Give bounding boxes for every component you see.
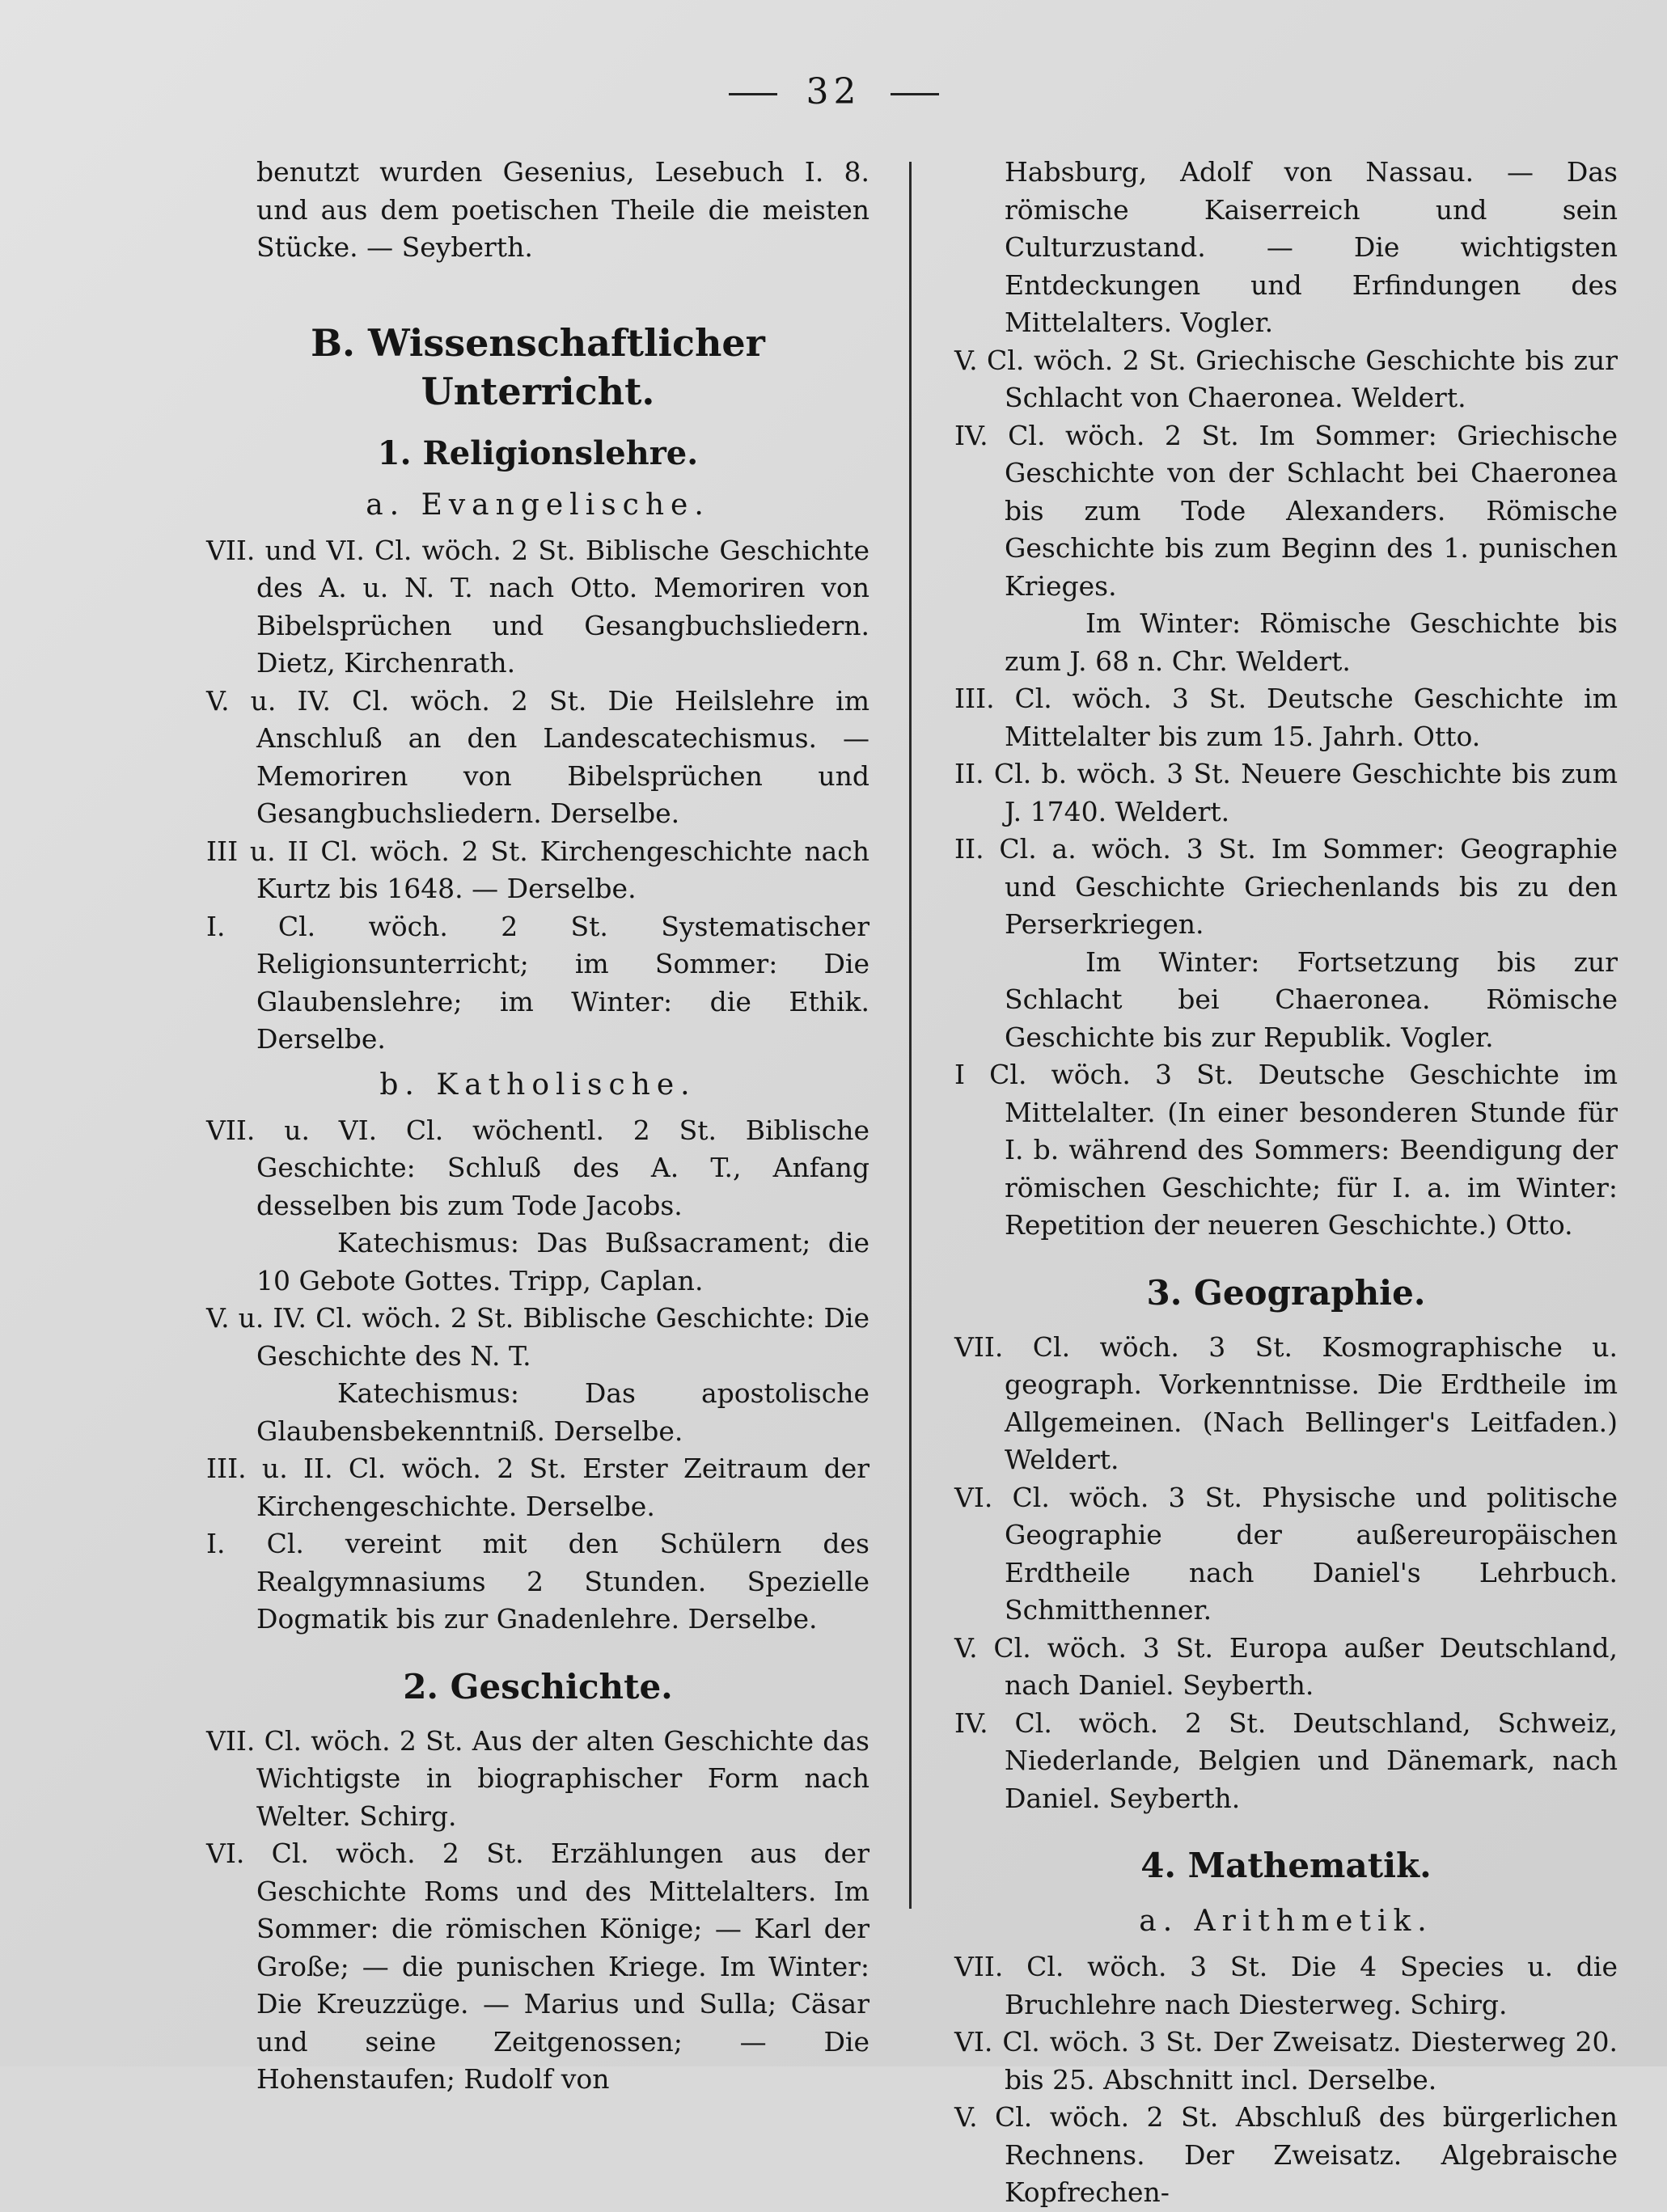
history-entry: II. Cl. a. wöch. 3 St. Im Sommer: Geographie und Geschichte Griechenlands bis zu den Perserkriegen.: [954, 833, 1618, 940]
evangelical-entry: V. u. IV. Cl. wöch. 2 St. Die Heilslehre im Anschluß an den Landescatechismus. — Memoriren von Bibelsprüchen und Gesangbuchsliedern. Derselbe.: [206, 684, 869, 829]
catholic-entry: VII. u. VI. Cl. wöchentl. 2 St. Biblische Geschichte: Schluß des A. T., Anfang desselben bis zum Tode Jacobs.: [206, 1114, 869, 1221]
geography-entry: VII. Cl. wöch. 3 St. Kosmographische u. geograph. Vorkenntnisse. Die Erdtheile im Allgemeinen. (Nach Bellinger's Leitfaden.) Weldert.: [954, 1330, 1618, 1475]
catholic-entry: V. u. IV. Cl. wöch. 2 St. Biblische Geschichte: Die Geschichte des N. T.: [206, 1302, 869, 1372]
geography-entry: V. Cl. wöch. 3 St. Europa außer Deutschland, nach Daniel. Seyberth.: [954, 1631, 1618, 1701]
catholic-heading: b. Katholische.: [379, 1068, 696, 1102]
catholic-entry: I. Cl. vereint mit den Schülern des Realgymnasiums 2 Stunden. Spezielle Dogmatik bis zur Gnadenlehre. Derselbe.: [206, 1528, 869, 1635]
page-number-dash-left: [729, 93, 777, 95]
geography-entry: VI. Cl. wöch. 3 St. Physische und politische Geographie der außereuropäischen Erdtheile nach Daniel's Lehrbuch. Schmitthenner.: [954, 1481, 1618, 1626]
geography-heading: 3. Geographie.: [1146, 1272, 1426, 1313]
history-entry: V. Cl. wöch. 2 St. Griechische Geschichte bis zur Schlacht von Chaeronea. Weldert.: [954, 344, 1618, 413]
history-entry: III. Cl. wöch. 3 St. Deutsche Geschichte im Mittelalter bis zum 15. Jahrh. Otto.: [954, 683, 1618, 752]
catholic-entry: III. u. II. Cl. wöch. 2 St. Erster Zeitraum der Kirchengeschichte. Derselbe.: [206, 1453, 869, 1522]
section-title: B. Wissenschaftlicher Unterricht.: [311, 320, 765, 413]
religion-heading: 1. Religionslehre.: [377, 434, 699, 472]
history-subentry: Im Winter: Römische Geschichte bis zum J. 68 n. Chr. Weldert.: [1005, 607, 1618, 677]
evangelical-entry: I. Cl. wöch. 2 St. Systematischer Religionsunterricht; im Sommer: Die Glaubenslehre; im Winter: die Ethik. Derselbe.: [206, 910, 869, 1055]
left-column: [206, 154, 869, 2099]
geography-entry: IV. Cl. wöch. 2 St. Deutschland, Schweiz, Niederlande, Belgien und Dänemark, nach Daniel. Seyberth.: [954, 1707, 1618, 1814]
arithmetic-heading: a. Arithmetik.: [1139, 1905, 1433, 1938]
history-continuation: Habsburg, Adolf von Nassau. — Das römische Kaiserreich und sein Culturzustand. — Die wichtigsten Entdeckungen und Erfindungen des Mittelalters. Vogler.: [1005, 156, 1618, 338]
arithmetic-entry: V. Cl. wöch. 2 St. Abschluß des bürgerlichen Rechnens. Der Zweisatz. Algebraische Kopfrechen-: [954, 2101, 1618, 2208]
arithmetic-entry: VI. Cl. wöch. 3 St. Der Zweisatz. Diesterweg 20. bis 25. Abschnitt incl. Derselbe.: [954, 2026, 1618, 2096]
mathematics-heading: 4. Mathematik.: [1140, 1846, 1432, 1885]
history-entry: II. Cl. b. wöch. 3 St. Neuere Geschichte bis zum J. 1740. Weldert.: [954, 758, 1618, 827]
evangelical-heading: a. Evangelische.: [366, 488, 710, 522]
history-entry: VI. Cl. wöch. 2 St. Erzählungen aus der Geschichte Roms und des Mittelalters. Im Sommer: die römischen Könige; — Karl der Große; — die punischen Kriege. Im Winter: Die Kreuzzüge. — Marius und Sulla; Cäsar und seine Zeitgenossen; — Die Hohenstaufen; Rudolf von: [206, 1838, 869, 2095]
catholic-subentry: Katechismus: Das Bußsacrament; die 10 Gebote Gottes. Tripp, Caplan.: [256, 1227, 869, 1296]
page-number: 32: [0, 71, 1667, 112]
intro-paragraph: benutzt wurden Gesenius, Lesebuch I. 8. und aus dem poetischen Theile die meisten Stücke. — Seyberth.: [256, 156, 869, 263]
right-column: [954, 154, 1618, 2212]
catholic-subentry: Katechismus: Das apostolische Glaubensbekenntniß. Derselbe.: [256, 1377, 869, 1447]
evangelical-entry: VII. und VI. Cl. wöch. 2 St. Biblische Geschichte des A. u. N. T. nach Otto. Memoriren von Bibelsprüchen und Gesangbuchsliedern. Dietz, Kirchenrath.: [206, 534, 869, 679]
arithmetic-entry: VII. Cl. wöch. 3 St. Die 4 Species u. die Bruchlehre nach Diesterweg. Schirg.: [954, 1951, 1618, 2020]
history-subentry: Im Winter: Fortsetzung bis zur Schlacht bei Chaeronea. Römische Geschichte bis zur Republik. Vogler.: [1005, 945, 1618, 1053]
history-heading: 2. Geschichte.: [403, 1666, 673, 1707]
page-number-dash-right: [891, 93, 939, 95]
history-entry: I Cl. wöch. 3 St. Deutsche Geschichte im Mittelalter. (In einer besonderen Stunde für I. b. während des Sommers: Beendigung der römischen Geschichte; für I. a. im Winter: Repetition der neueren Geschichte.) Otto.: [954, 1059, 1618, 1241]
evangelical-entry: III u. II Cl. wöch. 2 St. Kirchengeschichte nach Kurtz bis 1648. — Derselbe.: [206, 835, 869, 904]
history-entry: VII. Cl. wöch. 2 St. Aus der alten Geschichte das Wichtigste in biographischer Form nach Welter. Schirg.: [206, 1724, 869, 1832]
column-divider: [909, 162, 912, 1909]
history-entry: IV. Cl. wöch. 2 St. Im Sommer: Griechische Geschichte von der Schlacht bei Chaeronea bis zum Tode Alexanders. Römische Geschichte bis zum Beginn des 1. punischen Krieges.: [954, 419, 1618, 602]
